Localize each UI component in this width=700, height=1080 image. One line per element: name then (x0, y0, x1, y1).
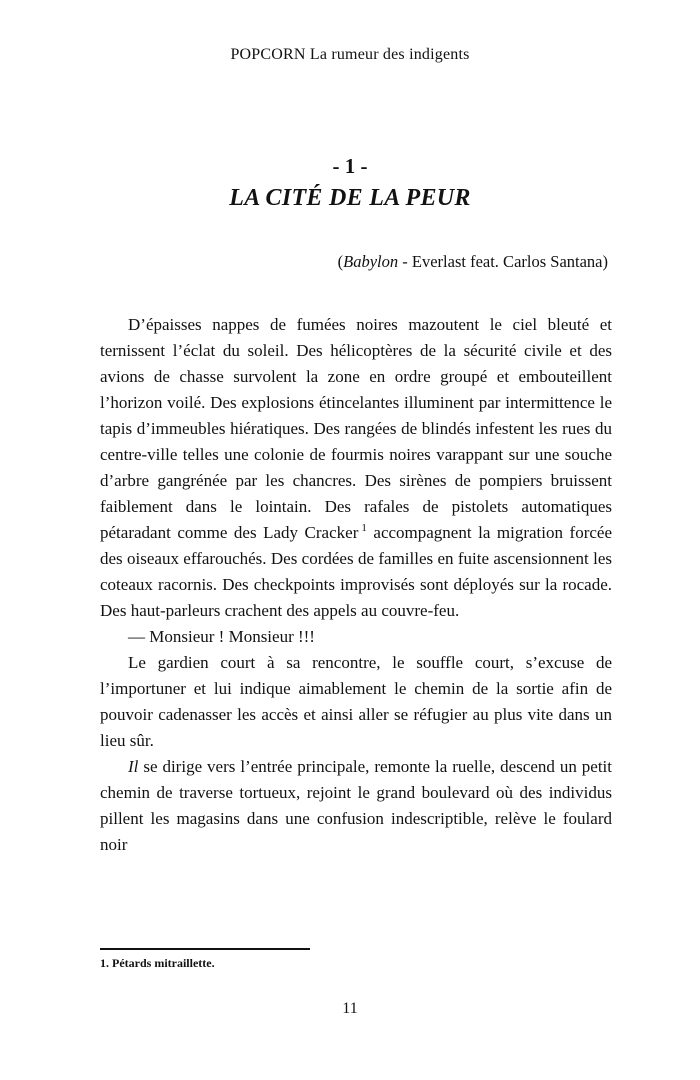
epigraph (0, 252, 700, 272)
footnote-area (100, 948, 612, 971)
paragraph-4-text: se dirige vers l’entrée principale, remonte la ruelle, descend un petit chemin de traverse tortueux, rejoint le grand boulevard où des individus pillent les magasins dans une confusion indescriptible, relève le foulard noir (100, 757, 612, 854)
paragraph-1-text: D’épaisses nappes de fumées noires mazoutent le ciel bleuté et ternissent l’éclat du soleil. Des hélicoptères de la sécurité civile et des avions de chasse survolent la zone en ordre groupé et embouteillent l’horizon voilé. Des explosions étincelantes illuminent par intermittence le tapis d’immeubles hiératiques. Des rangées de blindés infestent les rues du centre-ville telles une colonie de fourmis noires varappant sur une souche d’arbre gangrénée par les chancres. Des sirènes de pompiers bruissent faiblement dans le lointain. Des rafales de pistolets automatiques pétaradant comme des Lady Cracker (100, 315, 612, 542)
body-text (100, 312, 612, 858)
paragraph-1-text-continued: accompagnent la migration forcée des oiseaux effarouchés. Des cordées de familles en fuite ascensionnent les coteaux racornis. Des checkpoints improvisés sont déployés sur la rocade. Des haut-parleurs crachent des appels au couvre-feu. (100, 523, 612, 620)
chapter-title: LA CITÉ DE LA PEUR (229, 185, 471, 211)
paragraph-2-dialogue: — Monsieur ! Monsieur !!! (128, 627, 315, 646)
footnote: 1. Pétards mitraillette. (100, 956, 215, 970)
running-header: POPCORN La rumeur des indigents (230, 46, 470, 63)
paragraph-3: Le gardien court à sa rencontre, le souffle court, s’excuse de l’importuner et lui indique aimablement le chemin de la sortie afin de pouvoir cadenasser les accès et ainsi aller se réfugier au plus vite dans un lieu sûr. (100, 653, 612, 750)
footnote-reference: 1 (361, 522, 367, 535)
epigraph-open-paren: ( (337, 252, 344, 271)
paragraph-4-italic-lead: Il (128, 757, 139, 776)
epigraph-artist: - Everlast feat. Carlos Santana) (398, 252, 608, 271)
footnote-separator-rule (100, 948, 310, 950)
chapter-number: - 1 - (332, 154, 368, 178)
epigraph-song-title: Babylon (343, 252, 399, 271)
page-number: 11 (342, 1000, 358, 1017)
paragraph-4 (100, 754, 612, 858)
paragraph-1 (100, 312, 612, 624)
